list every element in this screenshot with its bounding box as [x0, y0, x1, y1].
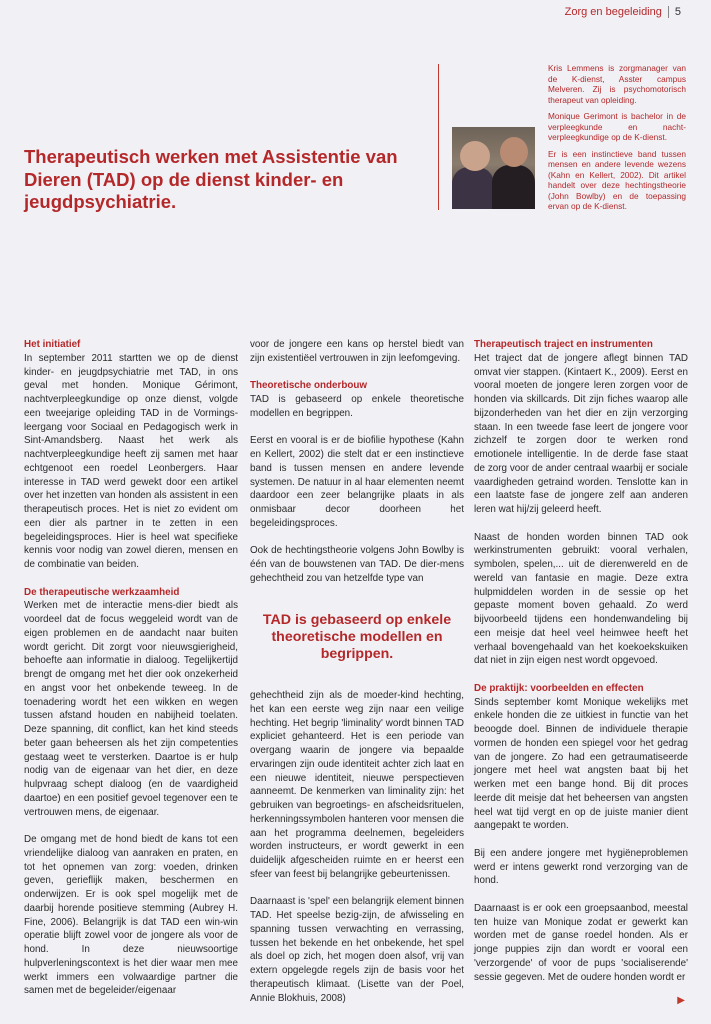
- paragraph: Daarnaast is er ook een groepsaanbod, meestal ten huize van Monique zodat er gewerkt kan worden met de ganse roedel honden. Als er jonge puppies zijn dan wordt er vooral een 'verzorgende' of voor de pups 'socialiserende' sessie gegeven. Met de oudere honden wordt er: [474, 902, 688, 983]
- column-3: [474, 338, 688, 998]
- column-1: [24, 338, 238, 1012]
- paragraph: Het traject dat de jongere aflegt binnen TAD omvat vier stappen. (Kintaert K., 2009). Eerst en vooral moeten de jongere leren zorgen voor de honden via skillcards. Dit zijn fiches waarop alle bijzonderheden van het dier en zijn verzorging staan. In een tweede fase leert de jongere voor zichzelf te zorgen door te werken rond emotionele intelligentie. In de derde fase staat de zorg voor de ander centraal waarbij er sociale vaardigheden getraind worden. Tenslotte kan in een laatste fase de jongere zelf aan anderen leren wat hij/zij geleerd heeft.: [474, 352, 688, 515]
- paragraph: Naast de honden worden binnen TAD ook werkinstrumenten gebruikt: vooral verhalen, symbolen, spelen,... uit de dierenwereld en de wereld van fantasie en magie. Deze extra hulpmiddelen worden in de sessie op het gepaste moment boven gehaald. Zo werd bijvoorbeeld tijdens een hondenwandeling bij een meisje dat heel veel heimwee heeft het verhaal bovengehaald van het koekoekskuiken dat niet in zijn eigen nest wordt opgevoed.: [474, 531, 688, 667]
- section-heading: Therapeutisch traject en instrumenten: [474, 339, 653, 350]
- bio-paragraph: Er is een instinctieve band tussen mensen en andere levende wezens (Kahn en Kellert, 2002). Dit artikel handelt over deze hechtingstheorie (John Bowlby) en de toepassing ervan op de K-dienst.: [548, 148, 686, 211]
- paragraph: Werken met de interactie mens-dier biedt als voordeel dat de focus weggeleid wordt van de eigen problemen en de aandacht naar buiten wordt gericht. Dit zorgt voor nieuwsgierigheid, behoefte aan informatie in dialoog. Tegelijkertijd brengt de omgang met het dier ook onzekerheid en angst voor het onbekende teweeg. In de toenadering wordt het een wikken en wegen tussen afstand houden en nabijheid toelaten. Deze spanning, dit conflict, kan het kind steeds beter gaan beheersen als het zijn competenties gestaag weet te versterken. Daartoe is er hulp nodig van de eigenaar van het dier, en deze hulpvraag schept dialoog (en de vaardigheid daartoe) en een positief gevoel tegenover een te vertrouwen mens, de eigenaar.: [24, 600, 238, 818]
- page-number: 5: [668, 6, 681, 18]
- pull-quote: TAD is gebaseerd op enkele theoretische modellen en begrippen.: [262, 611, 452, 662]
- bio-paragraph: Kris Lemmens is zorgmanager van de K-dienst, Asster campus Melveren. Zij is psychomotorisch therapeut van opleiding.: [548, 63, 686, 105]
- paragraph: TAD is gebaseerd op enkele theoretische modellen en begrippen.: [250, 394, 464, 419]
- bio-paragraph: Monique Gerimont is bachelor in de verpleegkunde en nacht-verpleegkundige op de K-dienst.: [548, 111, 686, 142]
- paragraph: De omgang met de hond biedt de kans tot een vriendelijke dialoog van aanraken en praten, en tot het opnemen van zorg: voeden, drinken geven, gerieflijk maken, beschermen en onderwijzen. Er is ook spel mogelijk met de daarbij horende positieve stemming (Aubrey H. Fine, 2006). Belangrijk is dat TAD een win-win operatie blijft zowel voor de jongere als voor de hond. In deze nieuwsoortige hulpverleningscontext is het dier waar men mee werkt immers een volwaardige partner die samen met de begeleider/eigenaar: [24, 834, 238, 997]
- paragraph: In september 2011 startten we op de dienst kinder- en jeugdpsychiatrie met TAD, in ons geval met honden. Monique Gérimont, nachtverpleegkundige op onze dienst, volgde een tweejarige opleiding TAD in de Vormings-leergang voor Sociaal en Pedagogisch werk in Sint-Amandsberg. Naast het werk als nachtverpleegkundige heeft zij samen met haar echtgenoot een roedel Leonbergers. Haar interesse in TAD werd gewekt door een artikel over het inzetten van honden als assistent in een therapeutisch proces. Het is niet zo evident om een dier als partner in te zetten in een begeleidingsproces. Hier is heel wat specifieke kennis voor nodig van zowel dieren, mensen en de combinatie van beiden.: [24, 352, 238, 570]
- divider-line: [438, 64, 439, 210]
- paragraph: gehechtheid zijn als de moeder-kind hechting, het kan een eerste weg zijn naar een veilige hechting. Het begrip 'liminality' wordt binnen TAD expliciet gehanteerd. Het is een periode van overgang waarin de jongere via bepaalde ervaringen zijn oude identiteit achter zich laat en een nieuwe identiteit, nieuwe perspectieven aanneemt. De kenmerken van liminality zijn: het gebruiken van begroetings- en afscheidsrituelen, herkenningssymbolen hanteren voor mensen die aan het programma deelnemen, begeleiders worden instructeurs, er wordt gewerkt in een duidelijk afgescheiden ruimte en er heerst een sfeer van feest bij belangrijke gebeurtenissen.: [250, 690, 464, 880]
- section-heading: Theoretische onderbouw: [250, 380, 368, 392]
- paragraph: Ook de hechtingstheorie volgens John Bowlby is één van de bouwstenen van TAD. De dier-mens gehechtheid zou van hetzelfde type van: [250, 545, 464, 584]
- section-heading: Het initiatief: [24, 339, 81, 350]
- section-title: Zorg en begeleiding: [564, 6, 662, 18]
- continue-arrow-icon: ▶: [677, 995, 685, 1006]
- section-heading: De praktijk: voorbeelden en effecten: [474, 682, 644, 694]
- author-photo: [452, 127, 535, 209]
- section-heading: De therapeutische werkzaamheid: [24, 586, 180, 598]
- author-bio: [548, 63, 686, 218]
- article-title: Therapeutisch werken met Assistentie van Dieren (TAD) op de dienst kinder- en jeugdpsychiatrie.: [24, 146, 398, 212]
- column-2: [250, 338, 464, 1019]
- paragraph: voor de jongere een kans op herstel biedt van zijn existentiëel vertrouwen in zijn leefomgeving.: [250, 339, 464, 364]
- page-header: [565, 6, 681, 18]
- paragraph: Eerst en vooral is er de biofilie hypothese (Kahn en Kellert, 2002) die stelt dat er een instinctieve band is tussen mensen en andere levende systemen. De natuur in al haar elementen neemt daardoor een zeer belangrijke plaats in als onmisbaar decor doorheen het begeleidingsproces.: [250, 435, 464, 529]
- paragraph: Bij een andere jongere met hygiëneproblemen werd er intens gewerkt rond verzorging van de hond.: [474, 847, 688, 887]
- paragraph: Sinds september komt Monique wekelijks met enkele honden die ze uitkiest in functie van het beoogde doel. Binnen de individuele therapie vormen de honden een spiegel voor het gedrag van de jongere. Zo had een getraumatiseerde jongere met heel wat angsten baat bij het werken met een bange hond. Bij dit proces leerde dit meisje dat het beheersen van angsten heel wat tijd vergt en op de juiste manier dient aangepakt te worden.: [474, 696, 688, 832]
- paragraph: Daarnaast is 'spel' een belangrijk element binnen TAD. Het speelse bezig-zijn, de afwisseling en spanning tussen verwachting en verrassing, tussen het bekende en het onbekende, het spel als doel op zich, het mogen doen alsof, vrij van extern opgelegde regels zijn de basis voor het therapeutisch klimaat. (Lisette van der Poel, Annie Blokhuis, 2008): [250, 896, 464, 1004]
